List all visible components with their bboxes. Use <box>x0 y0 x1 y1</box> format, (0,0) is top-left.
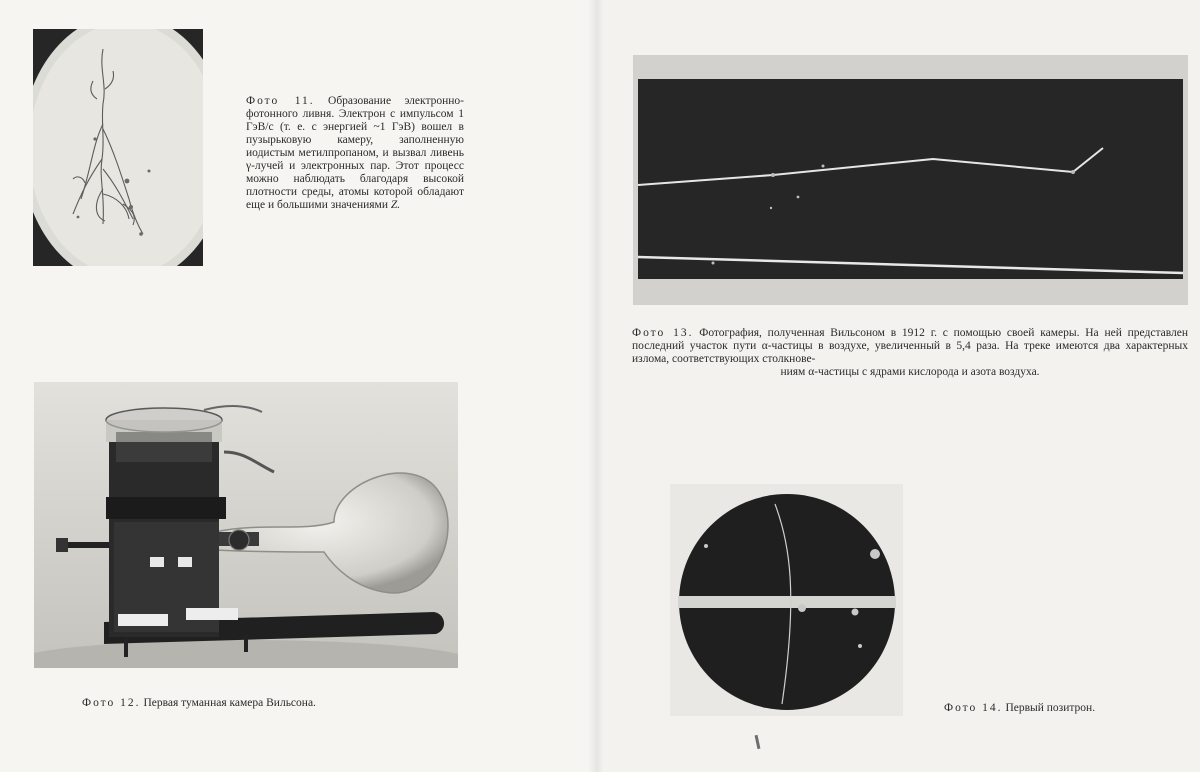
photo-11-label: Фото 11. <box>246 95 315 107</box>
photo-14-label: Фото 14. <box>944 702 1003 714</box>
photo-11-text: Образование электронно-фотонного ливня. Электрон с импульсом 1 ГэВ/c (т. е. с энергией ~1 ГэВ) вошел в пузырьковую камеру, заполненную иодистым метилпропаном, и вызвал ливень γ-лучей и электронных пар. Этот процесс можно наблюдать благодаря высокой плотности среды, атомы которой обладают еще и большими значениями <box>246 95 465 211</box>
photo-12-text: Первая туманная камера Вильсона. <box>143 697 316 709</box>
photo-14-positron <box>670 484 903 716</box>
book-gutter <box>588 0 604 772</box>
photo-12-label: Фото 12. <box>82 697 141 709</box>
photo-12-cloud-chamber <box>34 382 458 668</box>
photo-13-alpha-track <box>633 55 1188 305</box>
photo-13-caption <box>632 327 1188 379</box>
photo-13-text-tail: ниям α-частицы с ядрами кислорода и азота воздуха. <box>780 366 1040 378</box>
photo-11-caption <box>246 95 464 212</box>
photo-13-label: Фото 13. <box>632 327 694 339</box>
photo-12-caption <box>82 697 442 710</box>
photo-14-text: Первый позитрон. <box>1005 702 1096 714</box>
photo-14-caption <box>944 702 1164 715</box>
photo-11-electron-shower <box>33 29 203 266</box>
photo-11-text-tail: Z. <box>390 199 401 211</box>
photo-13-text: Фотография, полученная Вильсоном в 1912 г. с помощью своей камеры. На ней представлен последний участок пути α-частицы в воздухе, увеличенный в 5,4 раза. На треке имеются два характерных излома, соответствующих столкнове- <box>632 327 1188 365</box>
